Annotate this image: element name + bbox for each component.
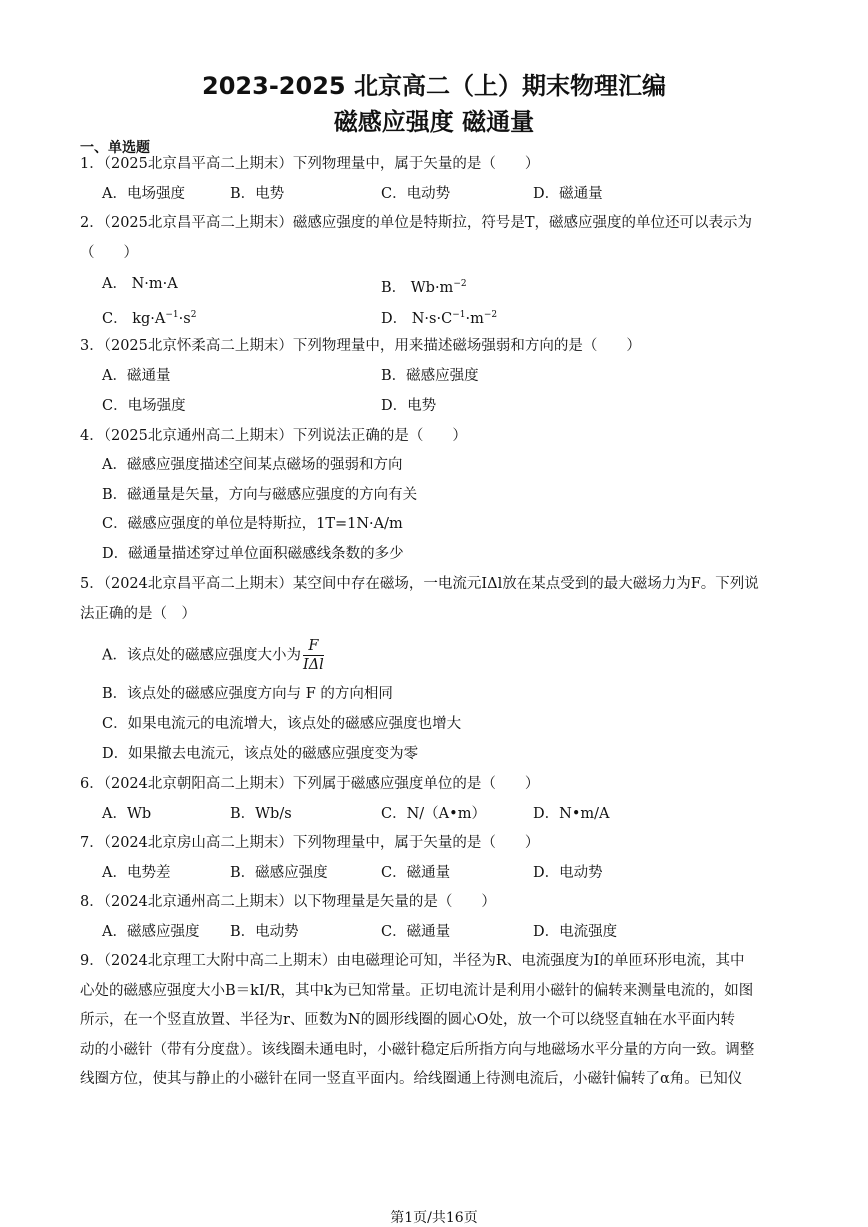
option-b: B．磁感应强度 <box>381 368 479 384</box>
exponent: −1 <box>165 310 179 320</box>
question-stem: 1．（2025北京昌平高二上期末）下列物理量中，属于矢量的是（ ） <box>80 156 540 172</box>
option-b: B．磁感应强度 <box>230 865 328 881</box>
option-d-text: D． N·s·C <box>381 311 453 327</box>
question-line: 心处的磁感应强度大小B＝kI/R，其中k为已知常量。正切电流计是利用小磁针的偏转来测量电流的，如图 <box>80 982 754 999</box>
option-c: C．电动势 <box>381 186 451 202</box>
option-a: A．电势差 <box>102 865 171 881</box>
option-a: A．Wb <box>102 806 152 822</box>
question-8 <box>80 887 795 917</box>
option-a-text: A．该点处的磁感应强度大小为 <box>102 647 301 664</box>
option-d: D．电势 <box>381 398 437 414</box>
option-a: A．电场强度 <box>102 186 185 202</box>
option-d: D．电流强度 <box>533 924 618 940</box>
option-c: C．磁通量 <box>381 865 451 881</box>
option-c-text: C． kg·A <box>102 311 166 327</box>
option-c: C．N/（A•m） <box>381 806 486 822</box>
question-stem: 4．（2025北京通州高二上期末）下列说法正确的是（ ） <box>80 428 467 444</box>
question-1 <box>80 149 795 179</box>
option-d: D．磁通量 <box>533 186 603 202</box>
exponent: 2 <box>190 310 197 320</box>
option-b: B．磁通量是矢量，方向与磁感应强度的方向有关 <box>102 487 418 503</box>
question-line: 9．（2024北京理工大附中高二上期末）由电磁理论可知，半径为R、电流强度为I的单匝环形电流，其中 <box>80 953 745 969</box>
option-b: B．电动势 <box>230 924 299 940</box>
question-5 <box>80 569 795 629</box>
question-4 <box>80 421 795 451</box>
option-b: B．该点处的磁感应强度方向与 F 的方向相同 <box>102 686 393 702</box>
question-stem-continued: 法正确的是（ ） <box>80 606 196 622</box>
fraction-denominator: IΔl <box>302 657 324 673</box>
option-a: A．磁通量 <box>102 368 171 384</box>
option-d-text: ·m <box>465 311 484 327</box>
document-title: 2023-2025 北京高二（上）期末物理汇编 <box>202 72 666 100</box>
option-a: A．磁感应强度 <box>102 924 200 940</box>
option-c: C．电场强度 <box>102 398 186 414</box>
option-d: D．磁通量描述穿过单位面积磁感线条数的多少 <box>102 546 404 562</box>
option-a <box>102 637 324 674</box>
option-d <box>381 305 497 329</box>
option-d: D．如果撤去电流元，该点处的磁感应强度变为零 <box>102 746 419 762</box>
option-c <box>102 305 196 329</box>
fraction <box>303 637 324 674</box>
question-stem: 7．（2024北京房山高二上期末）下列物理量中，属于矢量的是（ ） <box>80 835 540 851</box>
option-c: C．磁感应强度的单位是特斯拉，1T=1N·A/m <box>102 516 403 532</box>
exponent: −2 <box>453 279 467 289</box>
option-c: C．磁通量 <box>381 924 451 940</box>
question-line: 所示，在一个竖直放置、半径为r、匝数为N的圆形线圈的圆心O处，放一个可以绕竖直轴在水平面内转 <box>80 1012 736 1029</box>
question-stem: 6．（2024北京朝阳高二上期末）下列属于磁感应强度单位的是（ ） <box>80 776 540 792</box>
option-b <box>381 274 467 298</box>
option-b: B．Wb/s <box>230 806 292 822</box>
question-2 <box>80 208 795 268</box>
page-number: 第1页/共16页 <box>390 1210 478 1226</box>
exponent: −1 <box>452 310 466 320</box>
section-heading: 一、单选题 <box>80 140 150 156</box>
question-stem: 3．（2025北京怀柔高二上期末）下列物理量中，用来描述磁场强弱和方向的是（ ） <box>80 338 641 354</box>
option-a: A．磁感应强度描述空间某点磁场的强弱和方向 <box>102 457 403 473</box>
document-subtitle: 磁感应强度 磁通量 <box>333 108 535 136</box>
option-b: B．电势 <box>230 186 285 202</box>
question-stem: 8．（2024北京通州高二上期末）以下物理量是矢量的是（ ） <box>80 894 496 910</box>
option-c-text: ·s <box>178 311 191 327</box>
question-stem: 5．（2024北京昌平高二上期末）某空间中存在磁场，一电流元IΔl放在某点受到的最大磁场力为F。下列说 <box>80 576 759 592</box>
option-d: D．N•m/A <box>533 806 610 822</box>
question-stem: 2．（2025北京昌平高二上期末）磁感应强度的单位是特斯拉，符号是T，磁感应强度的单位还可以表示为 <box>80 215 753 231</box>
question-9 <box>80 947 795 1095</box>
option-b-text: B． Wb·m <box>381 280 454 296</box>
question-6 <box>80 769 795 799</box>
option-d: D．电动势 <box>533 865 603 881</box>
question-line: 动的小磁针（带有分度盘）。该线圈未通电时，小磁针稳定后所指方向与地磁场水平分量的方向一致。调整 <box>80 1041 755 1058</box>
option-a: A． N·m·A <box>102 276 178 292</box>
fraction-numerator: F <box>303 637 324 656</box>
option-c: C．如果电流元的电流增大，该点处的磁感应强度也增大 <box>102 716 462 732</box>
question-stem-continued: （ ） <box>80 245 138 261</box>
question-7 <box>80 828 795 858</box>
exponent: −2 <box>483 310 498 320</box>
question-line: 线圈方位，使其与静止的小磁针在同一竖直平面内。给线圈通上待测电流后，小磁针偏转了α角。已知仪 <box>80 1071 743 1088</box>
question-3 <box>80 331 795 361</box>
